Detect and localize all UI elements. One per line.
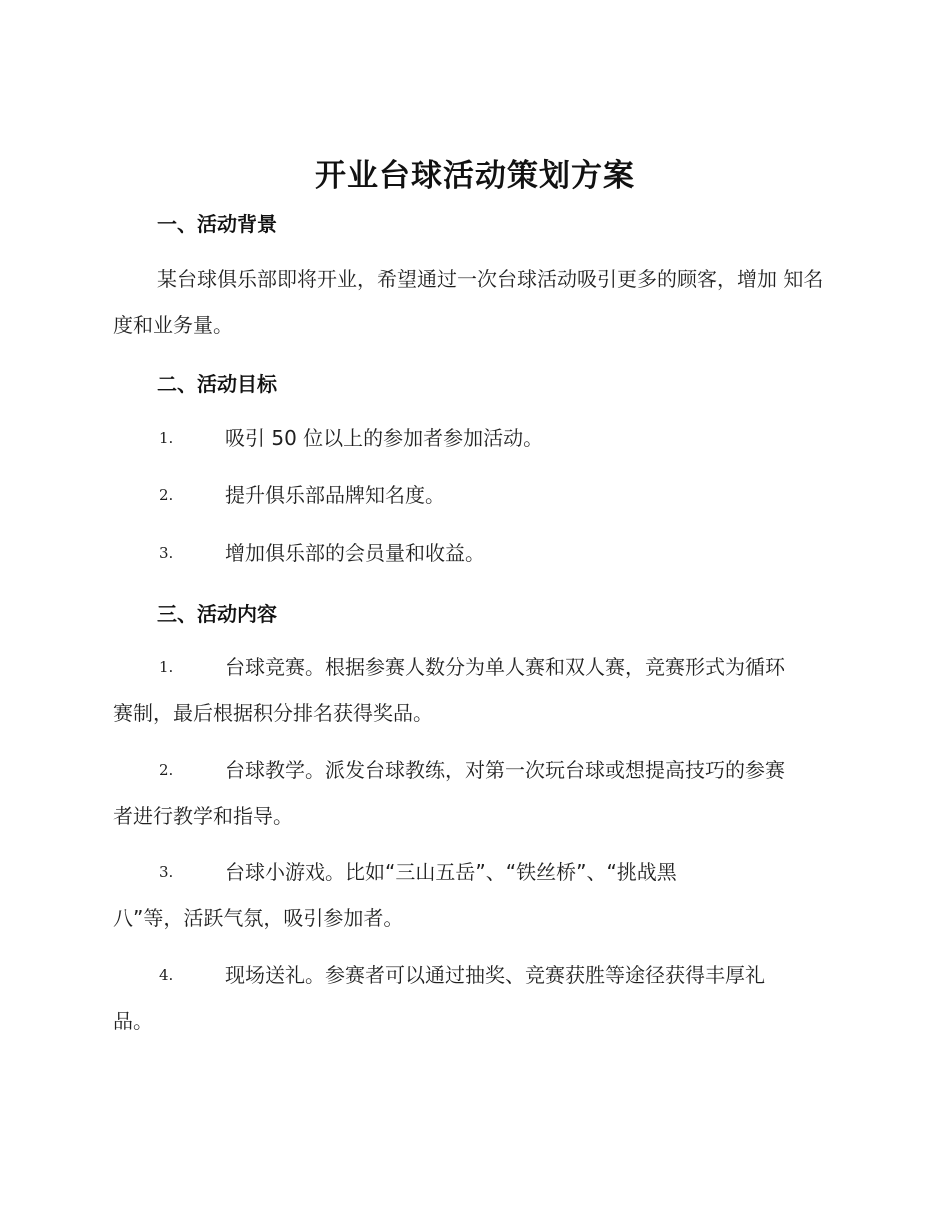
section-heading-content: 三、活动内容	[157, 602, 277, 626]
list-item	[113, 644, 833, 736]
list-text-line: 现场送礼。参赛者可以通过抽奖、竞赛获胜等途径获得丰厚礼	[225, 963, 765, 987]
document-title: 开业台球活动策划方案	[315, 158, 635, 194]
list-number: 3.	[159, 863, 174, 881]
list-text: 提升俱乐部品牌知名度。	[225, 483, 445, 507]
list-text-line: 台球小游戏。比如“三山五岳”、“铁丝桥”、“挑战黑	[225, 860, 677, 884]
list-item	[113, 530, 833, 576]
list-item	[113, 952, 833, 1044]
list-text-line: 八”等，活跃气氛，吸引参加者。	[113, 906, 404, 930]
list-number: 4.	[159, 966, 174, 984]
list-text-line: 赛制，最后根据积分排名获得奖品。	[113, 701, 433, 725]
list-text-line: 者进行教学和指导。	[113, 804, 293, 828]
list-number: 2.	[159, 761, 174, 779]
list-item	[113, 747, 833, 839]
list-number: 1.	[159, 429, 174, 447]
list-item	[113, 415, 833, 461]
list-text-line: 台球教学。派发台球教练，对第一次玩台球或想提高技巧的参赛	[225, 758, 785, 782]
list-number: 3.	[159, 544, 174, 562]
section-heading-goals: 二、活动目标	[157, 372, 277, 396]
list-number: 1.	[159, 658, 174, 676]
paragraph-line: 某台球俱乐部即将开业，希望通过一次台球活动吸引更多的顾客，增加	[157, 267, 777, 291]
list-text: 吸引 50 位以上的参加者参加活动。	[225, 426, 544, 450]
list-item	[113, 472, 833, 518]
list-item	[113, 849, 833, 941]
list-text-line: 台球竞赛。根据参赛人数分为单人赛和双人赛，竞赛形式为循环	[225, 655, 785, 679]
background-paragraph	[113, 256, 833, 348]
section-heading-background: 一、活动背景	[157, 212, 277, 236]
paragraph-line: 知名度和业务量。	[113, 267, 824, 337]
list-text: 增加俱乐部的会员量和收益。	[225, 541, 485, 565]
list-text-line: 品。	[113, 1009, 153, 1033]
list-number: 2.	[159, 486, 174, 504]
